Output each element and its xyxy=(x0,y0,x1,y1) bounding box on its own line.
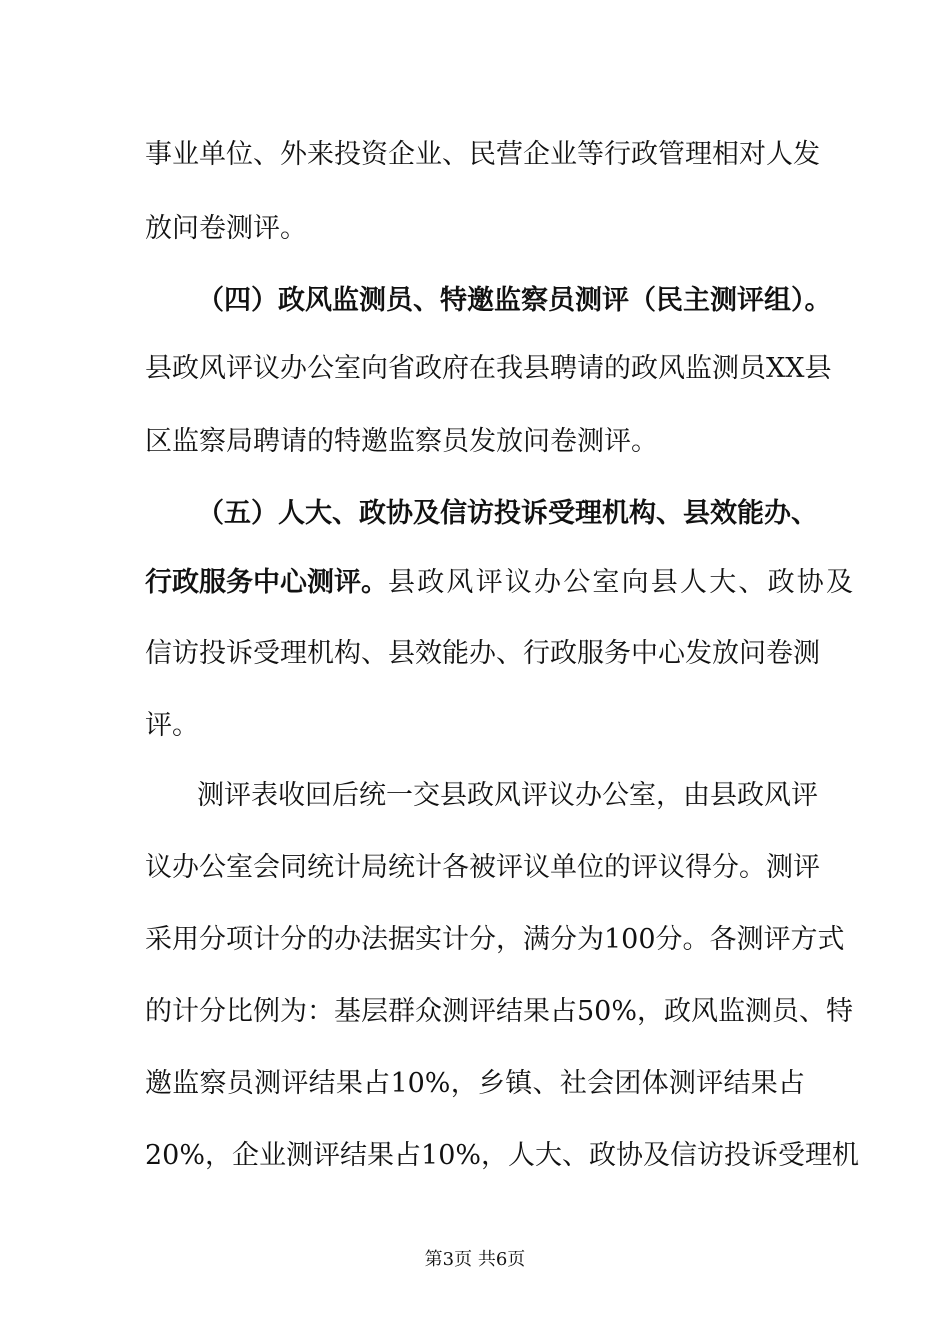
body-line: 采用分项计分的办法据实计分，满分为100分。各测评方式 xyxy=(145,924,845,955)
body-line: 20%，企业测评结果占10%，人大、政协及信访投诉受理机 xyxy=(145,1140,860,1171)
section-heading: （五）人大、政协及信访投诉受理机构、县效能办、 xyxy=(197,498,818,529)
body-line: 事业单位、外来投资企业、民营企业等行政管理相对人发 xyxy=(145,139,820,170)
section-heading-continued: 行政服务中心测评。 xyxy=(145,567,388,598)
body-line: 县政风评议办公室向省政府在我县聘请的政风监测员XX县 xyxy=(145,353,832,384)
body-line: 放问卷测评。 xyxy=(145,213,307,244)
section-heading: （四）政风监测员、特邀监察员测评（民主测评组）。 xyxy=(197,285,832,316)
paragraph-first-line: 测评表收回后统一交县政风评议办公室，由县政风评 xyxy=(197,780,818,811)
body-line: 信访投诉受理机构、县效能办、行政服务中心发放问卷测 xyxy=(145,638,820,669)
page-footer: 第3页 共6页 xyxy=(424,1249,526,1270)
mixed-line xyxy=(145,566,856,600)
body-line: 区监察局聘请的特邀监察员发放问卷测评。 xyxy=(145,426,658,457)
body-line: 邀监察员测评结果占10%，乡镇、社会团体测评结果占 xyxy=(145,1068,805,1099)
body-text: 县政风评议办公室向县人大、政协及 xyxy=(388,567,856,598)
body-line: 的计分比例为：基层群众测评结果占50%，政风监测员、特 xyxy=(145,996,854,1027)
body-line: 评。 xyxy=(145,710,199,741)
body-line: 议办公室会同统计局统计各被评议单位的评议得分。测评 xyxy=(145,852,820,883)
